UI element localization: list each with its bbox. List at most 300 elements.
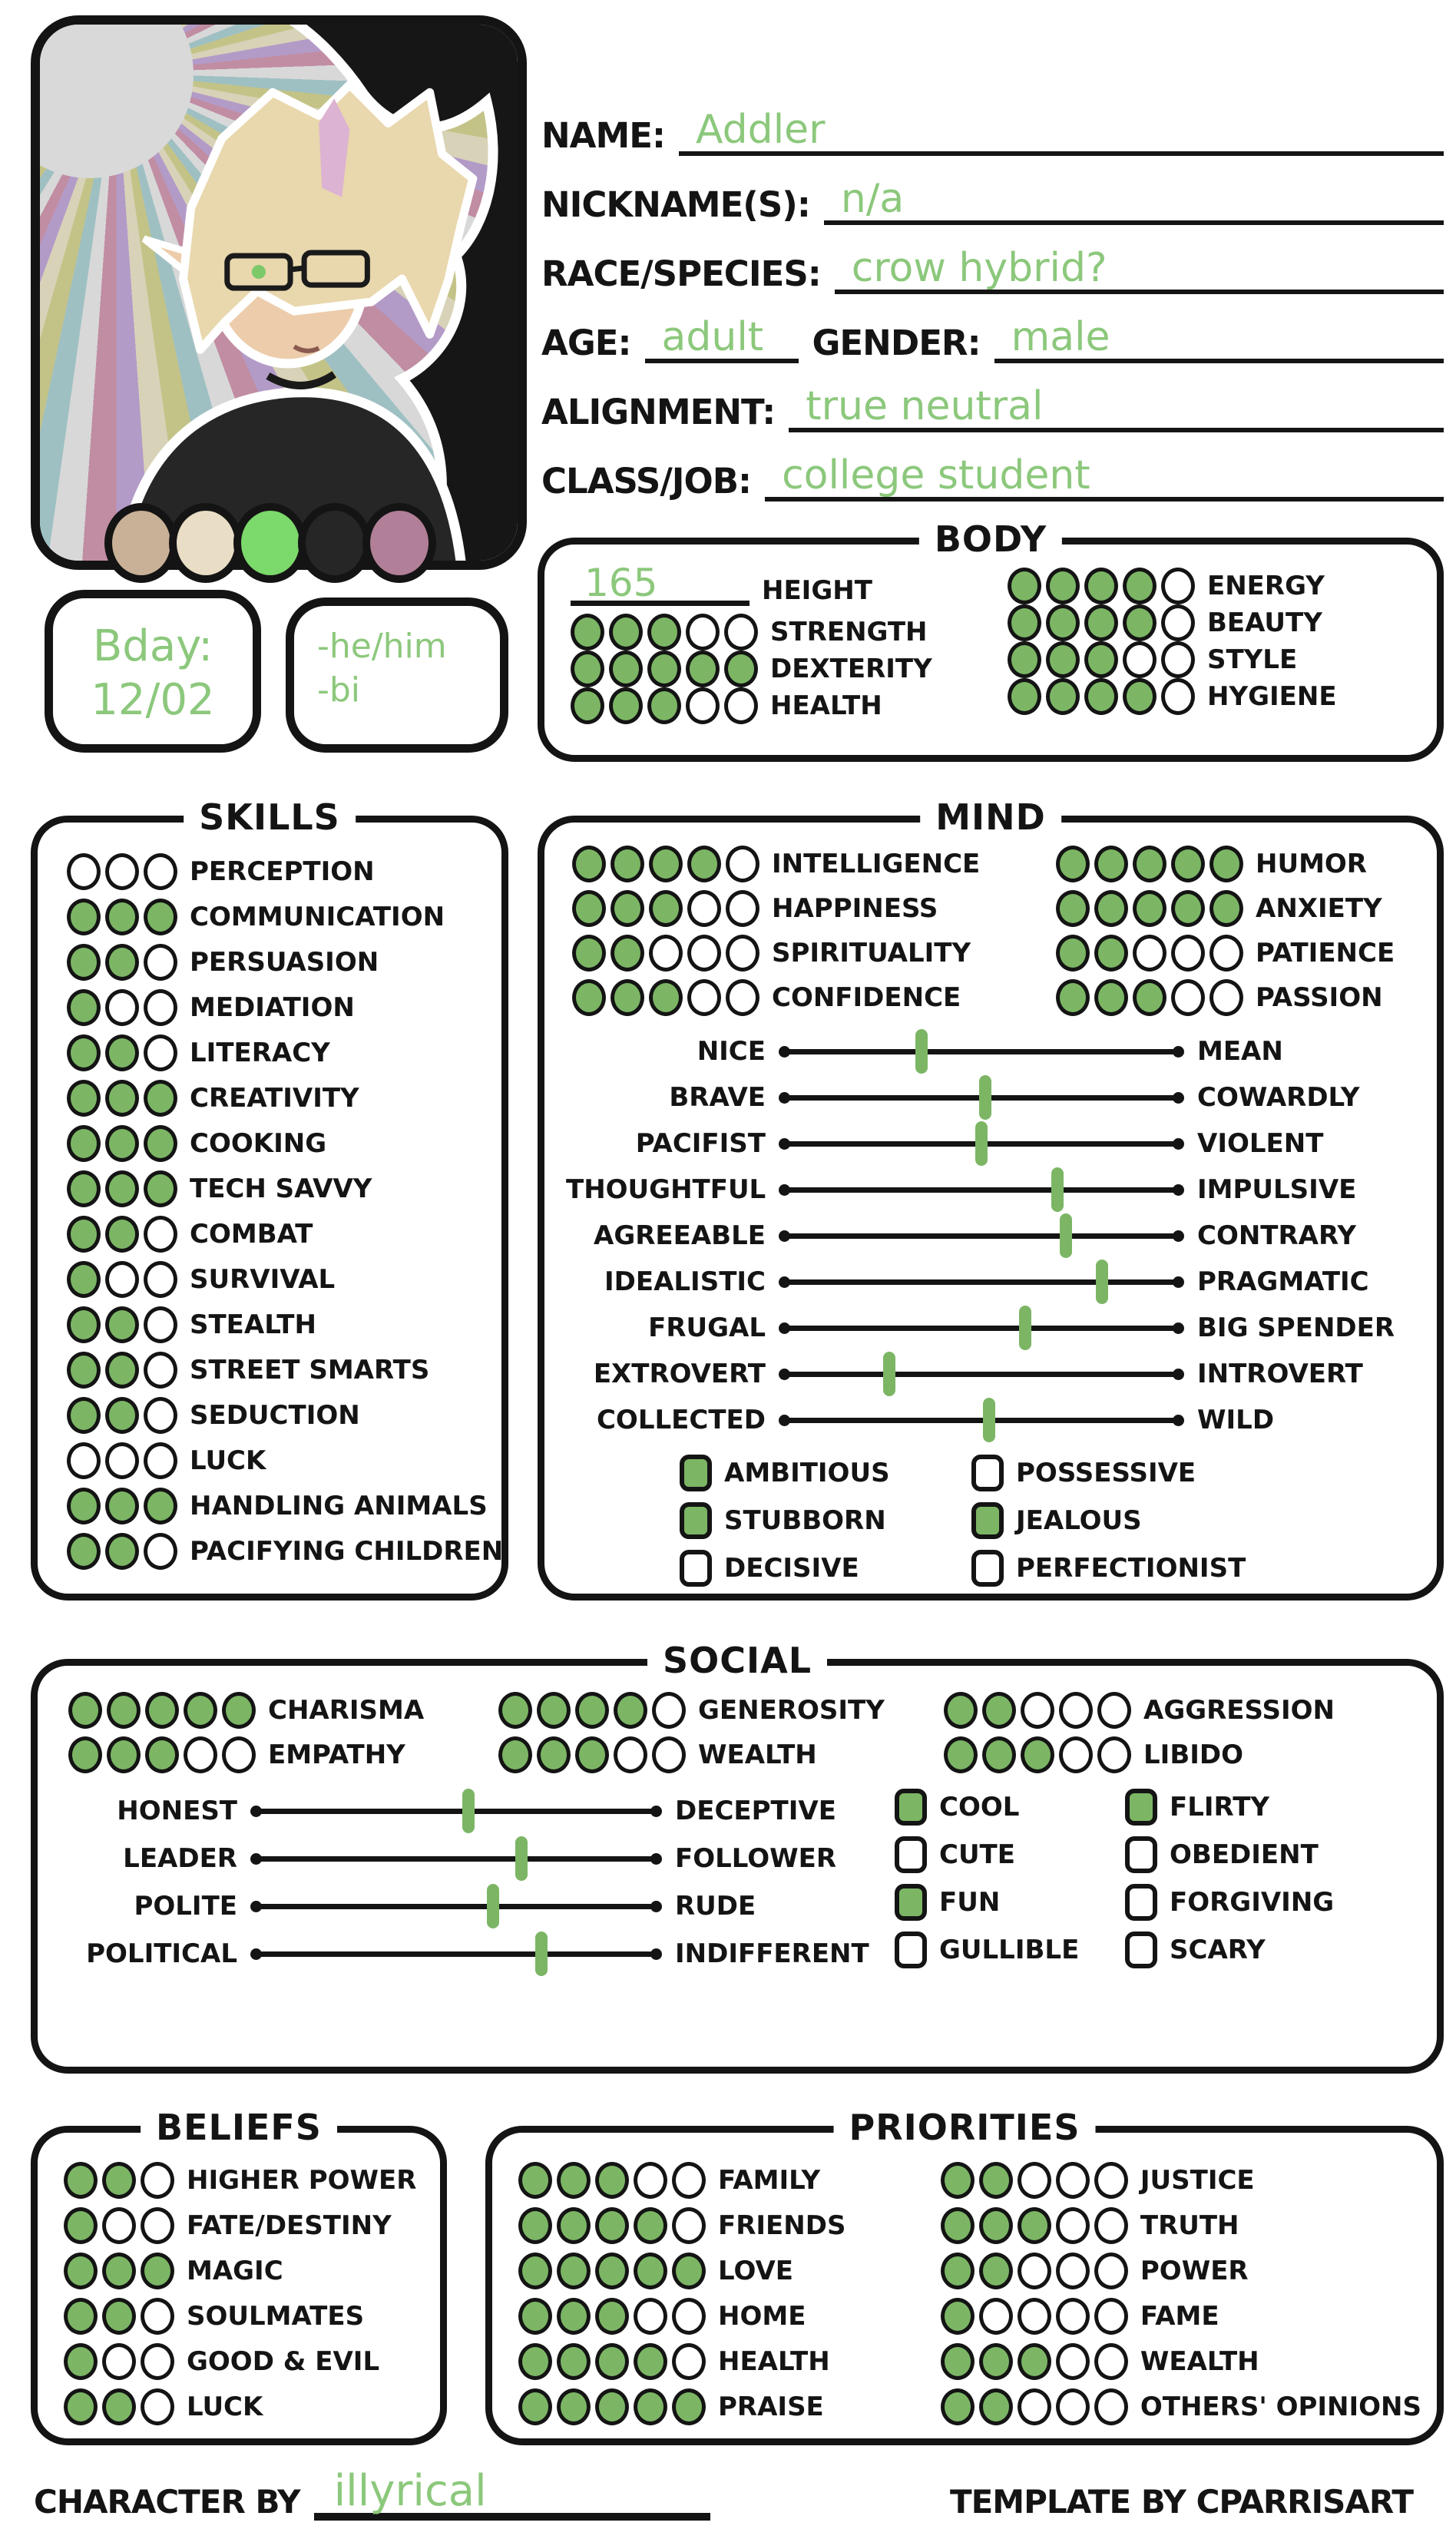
age-field[interactable]: adult [645, 317, 799, 363]
rating-dot[interactable] [652, 1736, 686, 1773]
rating-dot[interactable] [222, 1736, 256, 1773]
slider-track[interactable] [781, 1187, 1182, 1193]
rating-dot[interactable] [1084, 568, 1118, 604]
trait-checkbox[interactable] [680, 1455, 712, 1491]
rating-dot[interactable] [1056, 979, 1090, 1016]
rating-dot[interactable] [105, 1125, 139, 1162]
slider-track[interactable] [781, 1279, 1182, 1285]
rating-dot[interactable] [184, 1692, 217, 1729]
rating-dot[interactable] [686, 614, 720, 650]
rating-dot[interactable] [571, 650, 604, 687]
slider-marker[interactable] [462, 1789, 475, 1833]
rating-dot[interactable] [979, 2207, 1013, 2244]
slider-track[interactable] [253, 1809, 660, 1814]
rating-dot[interactable] [614, 1736, 647, 1773]
rating-dot[interactable] [1056, 2207, 1090, 2244]
rating-dot[interactable] [1094, 935, 1128, 972]
rating-dot[interactable] [1094, 2162, 1128, 2199]
slider-marker[interactable] [975, 1121, 988, 1166]
rating-dot[interactable] [105, 1397, 139, 1434]
trait-checkbox[interactable] [1125, 1789, 1157, 1826]
rating-dot[interactable] [649, 846, 683, 882]
rating-dot[interactable] [518, 2388, 552, 2425]
rating-dot[interactable] [611, 846, 644, 882]
rating-dot[interactable] [941, 2162, 975, 2199]
trait-checkbox[interactable] [971, 1550, 1004, 1587]
rating-dot[interactable] [144, 1306, 177, 1343]
rating-dot[interactable] [1133, 935, 1166, 972]
rating-dot[interactable] [107, 1692, 141, 1729]
rating-dot[interactable] [609, 614, 643, 650]
rating-dot[interactable] [941, 2207, 975, 2244]
rating-dot[interactable] [1056, 2162, 1090, 2199]
rating-dot[interactable] [1084, 604, 1118, 641]
slider-track[interactable] [253, 1951, 660, 1957]
rating-dot[interactable] [1056, 2388, 1090, 2425]
rating-dot[interactable] [1123, 604, 1157, 641]
rating-dots [67, 1034, 177, 1071]
rating-dot[interactable] [102, 2207, 136, 2244]
slider-left-label: BRAVE [669, 1082, 766, 1113]
race-field[interactable]: crow hybrid? [835, 248, 1444, 294]
rating-dot[interactable] [1056, 2298, 1090, 2335]
gender-field[interactable]: male [994, 317, 1444, 363]
rating-dot[interactable] [1209, 890, 1243, 927]
rating-dot[interactable] [1097, 1692, 1131, 1729]
slider-marker[interactable] [983, 1398, 995, 1442]
rating-dot[interactable] [64, 2343, 98, 2380]
rating-dot[interactable] [611, 935, 644, 972]
rating-dot[interactable] [572, 846, 606, 882]
rating-dot[interactable] [611, 890, 644, 927]
rating-dot[interactable] [141, 2162, 174, 2199]
rating-dot[interactable] [1094, 846, 1128, 882]
rating-dot[interactable] [941, 2388, 975, 2425]
rating-dot[interactable] [557, 2343, 591, 2380]
stat-label: PACIFYING CHILDREN [190, 1535, 504, 1567]
rating-dot[interactable] [67, 1080, 101, 1117]
rating-dot[interactable] [67, 899, 101, 935]
rating-dot[interactable] [67, 1261, 101, 1298]
rating-dot[interactable] [105, 944, 139, 981]
rating-dot[interactable] [498, 1736, 532, 1773]
class-field[interactable]: college student [765, 455, 1444, 502]
rating-dot[interactable] [67, 1397, 101, 1434]
rating-dot[interactable] [537, 1736, 571, 1773]
rating-dot[interactable] [141, 2388, 174, 2425]
rating-dot[interactable] [1161, 604, 1195, 641]
alignment-field[interactable]: true neutral [789, 386, 1444, 432]
rating-dot[interactable] [105, 899, 139, 935]
rating-dot[interactable] [107, 1736, 141, 1773]
rating-dot[interactable] [537, 1692, 571, 1729]
slider-marker[interactable] [1019, 1306, 1031, 1350]
rating-dot[interactable] [1008, 678, 1041, 715]
trait-checkbox[interactable] [971, 1455, 1004, 1491]
rating-dot[interactable] [67, 1034, 101, 1071]
rating-dot[interactable] [1161, 678, 1195, 715]
rating-dot[interactable] [1094, 890, 1128, 927]
trait-checkbox[interactable] [971, 1502, 1004, 1539]
rating-dot[interactable] [67, 1216, 101, 1253]
rating-dot[interactable] [105, 1216, 139, 1253]
rating-dot[interactable] [1209, 979, 1243, 1016]
rating-dot[interactable] [144, 1080, 177, 1117]
rating-dot[interactable] [67, 853, 101, 890]
rating-dot[interactable] [941, 2343, 975, 2380]
rating-dot[interactable] [649, 979, 683, 1016]
rating-dot[interactable] [687, 979, 721, 1016]
rating-dot[interactable] [557, 2253, 591, 2289]
rating-dot[interactable] [647, 650, 681, 687]
rating-dot[interactable] [557, 2162, 591, 2199]
rating-dot[interactable] [145, 1692, 179, 1729]
rating-dot[interactable] [1018, 2162, 1051, 2199]
rating-dot[interactable] [64, 2162, 98, 2199]
slider-track[interactable] [781, 1326, 1182, 1331]
rating-dot[interactable] [634, 2253, 667, 2289]
rating-dot[interactable] [105, 1080, 139, 1117]
rating-dot[interactable] [672, 2298, 706, 2335]
rating-dot[interactable] [595, 2253, 629, 2289]
trait-checkbox[interactable] [895, 1932, 927, 1968]
slider-marker[interactable] [1096, 1260, 1108, 1304]
rating-dot[interactable] [726, 935, 759, 972]
rating-dot[interactable] [1209, 846, 1243, 882]
rating-dot[interactable] [1046, 678, 1080, 715]
rating-dot[interactable] [1123, 641, 1157, 678]
rating-dot[interactable] [572, 935, 606, 972]
rating-dot[interactable] [102, 2388, 136, 2425]
rating-dot[interactable] [649, 890, 683, 927]
trait-checkbox[interactable] [680, 1550, 712, 1587]
rating-dot[interactable] [67, 1306, 101, 1343]
rating-dot[interactable] [1133, 890, 1166, 927]
slider-marker[interactable] [1060, 1213, 1072, 1258]
rating-dot[interactable] [647, 614, 681, 650]
rating-dot[interactable] [1094, 2207, 1128, 2244]
rating-dot[interactable] [144, 1125, 177, 1162]
stat-row [67, 894, 501, 939]
rating-dot[interactable] [144, 1216, 177, 1253]
stat-row [518, 2248, 921, 2293]
rating-dot[interactable] [1018, 2388, 1051, 2425]
rating-dot[interactable] [611, 979, 644, 1016]
rating-dot[interactable] [102, 2343, 136, 2380]
rating-dot[interactable] [672, 2253, 706, 2289]
rating-dot[interactable] [944, 1736, 978, 1773]
trait-checkbox[interactable] [1125, 1884, 1157, 1921]
rating-dot[interactable] [724, 614, 758, 650]
character-by-field[interactable]: illyrical [314, 2470, 710, 2521]
slider-left-label: THOUGHTFUL [566, 1174, 766, 1205]
rating-dot[interactable] [67, 1170, 101, 1207]
rating-dot[interactable] [67, 1442, 101, 1479]
stat-label: SPIRITUALITY [772, 938, 971, 968]
trait-checkbox[interactable] [1125, 1836, 1157, 1873]
rating-dot[interactable] [518, 2298, 552, 2335]
rating-dot[interactable] [1059, 1736, 1093, 1773]
rating-dot[interactable] [1056, 846, 1090, 882]
rating-dot[interactable] [67, 1488, 101, 1524]
trait-checkbox-label: STUBBORN [724, 1505, 886, 1536]
rating-dot[interactable] [105, 1170, 139, 1207]
slider-track[interactable] [253, 1904, 660, 1909]
rating-dot[interactable] [105, 1533, 139, 1570]
slider-track[interactable] [781, 1372, 1182, 1377]
rating-dot[interactable] [1171, 846, 1205, 882]
rating-dot[interactable] [144, 899, 177, 935]
rating-dot[interactable] [1008, 641, 1041, 678]
rating-dot[interactable] [1094, 979, 1128, 1016]
rating-dot[interactable] [724, 687, 758, 724]
rating-dot[interactable] [141, 2298, 174, 2335]
palette-swatch [233, 503, 307, 583]
rating-dot[interactable] [67, 1125, 101, 1162]
rating-dot[interactable] [1171, 890, 1205, 927]
rating-dot[interactable] [1161, 641, 1195, 678]
rating-dot[interactable] [1018, 2207, 1051, 2244]
rating-dot[interactable] [105, 1034, 139, 1071]
rating-dot[interactable] [518, 2343, 552, 2380]
rating-dot[interactable] [649, 935, 683, 972]
slider-track[interactable] [253, 1856, 660, 1862]
rating-dot[interactable] [634, 2388, 667, 2425]
rating-dot[interactable] [67, 1352, 101, 1389]
rating-dot[interactable] [1021, 1736, 1054, 1773]
rating-dot[interactable] [64, 2298, 98, 2335]
rating-dot[interactable] [609, 650, 643, 687]
rating-dot[interactable] [184, 1736, 217, 1773]
rating-dot[interactable] [64, 2253, 98, 2289]
priorities-right-column [941, 2157, 1421, 2429]
rating-dot[interactable] [979, 2388, 1013, 2425]
rating-dot[interactable] [1046, 604, 1080, 641]
rating-dot[interactable] [67, 1533, 101, 1570]
rating-dot[interactable] [102, 2253, 136, 2289]
rating-dot[interactable] [1171, 935, 1205, 972]
trait-checkbox[interactable] [895, 1789, 927, 1826]
rating-dot[interactable] [979, 2343, 1013, 2380]
rating-dot[interactable] [595, 2388, 629, 2425]
slider-marker[interactable] [535, 1932, 548, 1976]
rating-dot[interactable] [1056, 2253, 1090, 2289]
rating-dot[interactable] [979, 2162, 1013, 2199]
rating-dot[interactable] [144, 1352, 177, 1389]
trait-checkbox-label: DECISIVE [724, 1553, 859, 1584]
trait-checkbox-item [680, 1500, 971, 1541]
rating-dot[interactable] [571, 614, 604, 650]
rating-dot[interactable] [144, 1488, 177, 1524]
rating-dots [941, 2253, 1128, 2289]
rating-dot[interactable] [634, 2343, 667, 2380]
slider-marker[interactable] [1051, 1167, 1064, 1212]
rating-dot[interactable] [222, 1692, 256, 1729]
rating-dot[interactable] [595, 2343, 629, 2380]
rating-dot[interactable] [105, 1352, 139, 1389]
nickname-field[interactable]: n/a [824, 179, 1444, 225]
rating-dot[interactable] [595, 2298, 629, 2335]
slider-track[interactable] [781, 1233, 1182, 1239]
stat-row [944, 1692, 1421, 1729]
rating-dot[interactable] [1008, 568, 1041, 604]
rating-dot[interactable] [686, 687, 720, 724]
slider-track[interactable] [781, 1049, 1182, 1054]
rating-dot[interactable] [614, 1692, 647, 1729]
rating-dot[interactable] [1094, 2388, 1128, 2425]
rating-dot[interactable] [105, 1442, 139, 1479]
rating-dot[interactable] [1094, 2298, 1128, 2335]
rating-dot[interactable] [1097, 1736, 1131, 1773]
slider-marker[interactable] [487, 1884, 499, 1928]
rating-dot[interactable] [105, 989, 139, 1026]
rating-dot[interactable] [144, 1261, 177, 1298]
stat-row [64, 2293, 440, 2339]
rating-dot[interactable] [979, 2298, 1013, 2335]
rating-dot[interactable] [1046, 568, 1080, 604]
rating-dot[interactable] [1171, 979, 1205, 1016]
rating-dot[interactable] [634, 2162, 667, 2199]
rating-dot[interactable] [1161, 568, 1195, 604]
slider-marker[interactable] [515, 1836, 528, 1881]
rating-dot[interactable] [1056, 935, 1090, 972]
rating-dot[interactable] [67, 989, 101, 1026]
rating-dot[interactable] [1209, 935, 1243, 972]
rating-dot[interactable] [105, 1488, 139, 1524]
rating-dot[interactable] [67, 944, 101, 981]
rating-dot[interactable] [686, 650, 720, 687]
rating-dot[interactable] [144, 1034, 177, 1071]
rating-dot[interactable] [595, 2207, 629, 2244]
rating-dot[interactable] [724, 650, 758, 687]
rating-dot[interactable] [726, 890, 759, 927]
rating-dot[interactable] [1094, 2253, 1128, 2289]
rating-dot[interactable] [64, 2207, 98, 2244]
rating-dot[interactable] [726, 979, 759, 1016]
stat-row [572, 846, 1033, 882]
rating-dot[interactable] [498, 1692, 532, 1729]
rating-dot[interactable] [141, 2343, 174, 2380]
rating-dot[interactable] [575, 1736, 609, 1773]
rating-dot[interactable] [144, 853, 177, 890]
rating-dot[interactable] [595, 2162, 629, 2199]
rating-dot[interactable] [144, 1397, 177, 1434]
rating-dot[interactable] [105, 853, 139, 890]
rating-dot[interactable] [105, 1261, 139, 1298]
rating-dot[interactable] [64, 2388, 98, 2425]
rating-dot[interactable] [518, 2162, 552, 2199]
trait-checkbox[interactable] [895, 1884, 927, 1921]
slider-marker[interactable] [915, 1029, 928, 1074]
slider-track[interactable] [781, 1095, 1182, 1101]
slider-right-label: PRAGMATIC [1197, 1266, 1369, 1297]
rating-dot[interactable] [1056, 2343, 1090, 2380]
rating-dot[interactable] [557, 2388, 591, 2425]
rating-dot[interactable] [982, 1736, 1016, 1773]
rating-dot[interactable] [518, 2253, 552, 2289]
rating-dot[interactable] [1133, 846, 1166, 882]
rating-dot[interactable] [687, 935, 721, 972]
rating-dot[interactable] [634, 2207, 667, 2244]
slider-track[interactable] [781, 1418, 1182, 1423]
rating-dots [68, 1692, 256, 1729]
slider-marker[interactable] [883, 1352, 895, 1396]
rating-dot[interactable] [944, 1692, 978, 1729]
rating-dot[interactable] [941, 2298, 975, 2335]
height-field[interactable]: 165 [571, 566, 750, 606]
rating-dot[interactable] [652, 1692, 686, 1729]
rating-dot[interactable] [1018, 2343, 1051, 2380]
rating-dot[interactable] [1018, 2253, 1051, 2289]
rating-dot[interactable] [1133, 979, 1166, 1016]
rating-dot[interactable] [144, 1442, 177, 1479]
rating-dot[interactable] [1059, 1692, 1093, 1729]
trait-checkbox[interactable] [895, 1836, 927, 1873]
rating-dot[interactable] [68, 1692, 102, 1729]
rating-dot[interactable] [647, 687, 681, 724]
rating-dot[interactable] [518, 2207, 552, 2244]
slider-track[interactable] [781, 1141, 1182, 1147]
name-field[interactable]: Addler [679, 110, 1444, 156]
rating-dot[interactable] [672, 2388, 706, 2425]
rating-dot[interactable] [672, 2162, 706, 2199]
rating-dot[interactable] [1094, 2343, 1128, 2380]
rating-dot[interactable] [672, 2207, 706, 2244]
rating-dot[interactable] [687, 846, 721, 882]
rating-dot[interactable] [1123, 678, 1157, 715]
rating-dot[interactable] [144, 1170, 177, 1207]
rating-dot[interactable] [102, 2162, 136, 2199]
rating-dot[interactable] [1084, 641, 1118, 678]
rating-dot[interactable] [557, 2298, 591, 2335]
rating-dot[interactable] [575, 1692, 609, 1729]
rating-dot[interactable] [982, 1692, 1016, 1729]
slider-marker[interactable] [979, 1075, 991, 1120]
rating-dot[interactable] [572, 979, 606, 1016]
rating-dot[interactable] [102, 2298, 136, 2335]
rating-dot[interactable] [941, 2253, 975, 2289]
rating-dot[interactable] [144, 989, 177, 1026]
rating-dot[interactable] [144, 944, 177, 981]
rating-dot[interactable] [1018, 2298, 1051, 2335]
rating-dot[interactable] [1084, 678, 1118, 715]
rating-dot[interactable] [687, 890, 721, 927]
rating-dot[interactable] [1021, 1692, 1054, 1729]
rating-dot[interactable] [557, 2207, 591, 2244]
rating-dot[interactable] [1123, 568, 1157, 604]
rating-dot[interactable] [105, 1306, 139, 1343]
rating-dot[interactable] [144, 1533, 177, 1570]
rating-dot[interactable] [726, 846, 759, 882]
rating-dot[interactable] [571, 687, 604, 724]
rating-dot[interactable] [1056, 890, 1090, 927]
rating-dot[interactable] [1008, 604, 1041, 641]
trait-checkbox[interactable] [680, 1502, 712, 1539]
trait-checkbox[interactable] [1125, 1932, 1157, 1968]
rating-dot[interactable] [141, 2253, 174, 2289]
rating-dot[interactable] [141, 2207, 174, 2244]
rating-dot[interactable] [609, 687, 643, 724]
trait-checkbox-label: AMBITIOUS [724, 1458, 890, 1488]
rating-dot[interactable] [672, 2343, 706, 2380]
rating-dot[interactable] [572, 890, 606, 927]
rating-dot[interactable] [979, 2253, 1013, 2289]
color-palette [114, 503, 436, 583]
rating-dot[interactable] [1046, 641, 1080, 678]
rating-dot[interactable] [68, 1736, 102, 1773]
rating-dot[interactable] [145, 1736, 179, 1773]
rating-dot[interactable] [634, 2298, 667, 2335]
